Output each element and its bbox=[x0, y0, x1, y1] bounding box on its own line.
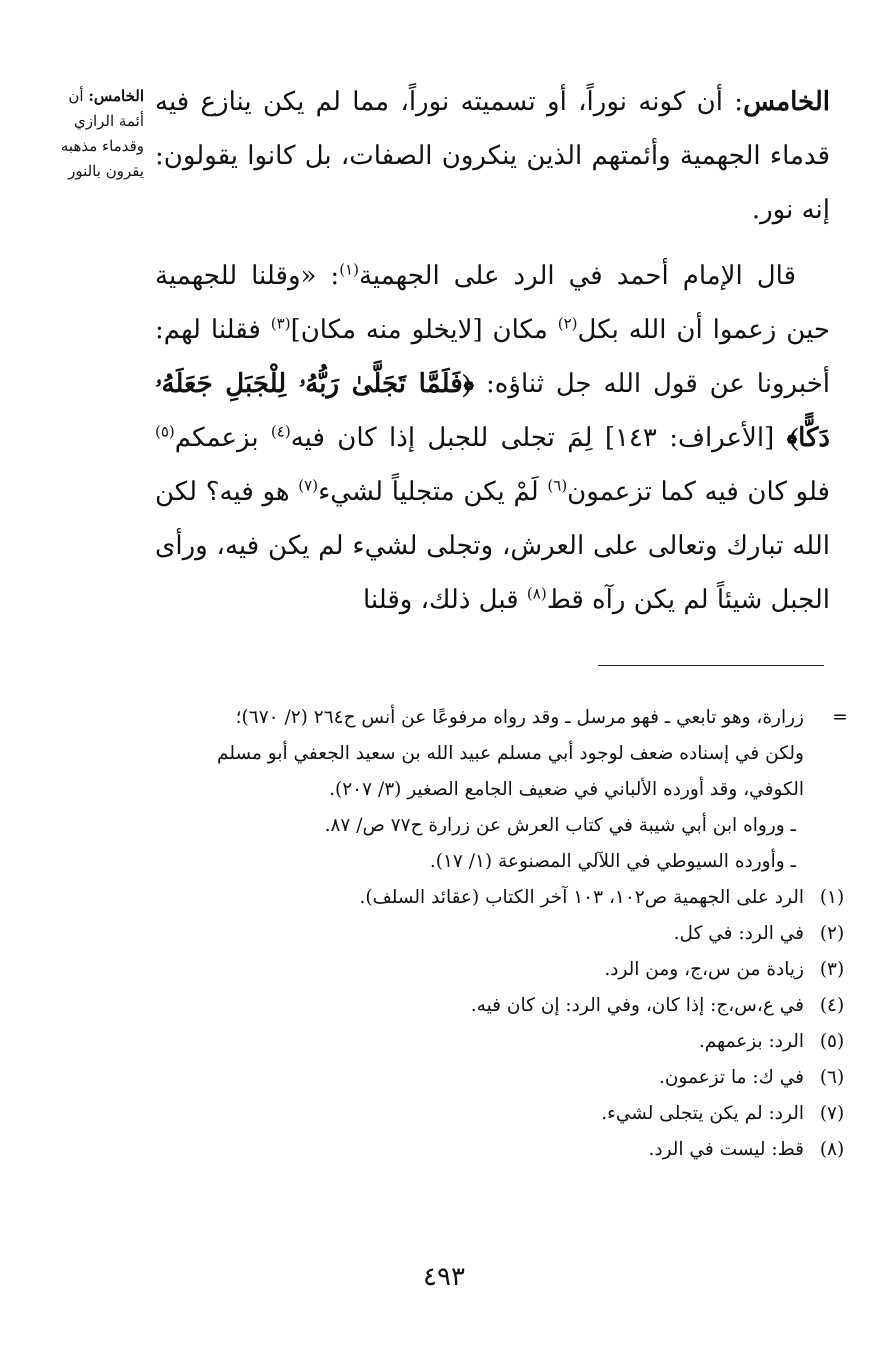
margin-note-keyword: الخامس: bbox=[88, 87, 144, 105]
footnote-item bbox=[160, 1096, 860, 1132]
paragraph-text: فلو كان فيه كما تزعمون bbox=[567, 477, 830, 507]
paragraph-fifth bbox=[155, 75, 830, 237]
paragraph-lead: الخامس bbox=[743, 87, 830, 117]
quran-verse: ﴿فَلَمَّا تَجَلَّىٰ رَبُّهُۥ لِلْجَبَلِ جَعَلَهُۥ دَكًّا﴾ bbox=[155, 369, 830, 453]
footnote-ref-7[interactable]: (٧) bbox=[298, 476, 319, 495]
continuation-mark: = bbox=[832, 707, 848, 728]
paragraph-text: فقلنا لهم: أخبرونا عن قول الله جل ثناؤه: bbox=[155, 315, 830, 399]
paragraph-text: بزعمكم bbox=[174, 423, 271, 453]
paragraph-imam-ahmad bbox=[155, 249, 830, 627]
footnote-text: الرد على الجهمية ص١٠٢، ١٠٣ آخر الكتاب (عقائد السلف). bbox=[359, 887, 804, 908]
footnote-sub-line: ـ ورواه ابن أبي شيبة في كتاب العرش عن زرارة ح٧٧ ص/ ٨٧. bbox=[324, 815, 796, 836]
footnote-continuation bbox=[160, 700, 804, 880]
paragraph-text: قال الإمام أحمد في الرد على الجهمية bbox=[358, 261, 796, 291]
margin-note-line: أن bbox=[68, 87, 84, 105]
footnote-sub-line: ـ وأورده السيوطي في اللآلي المصنوعة (١/ ١٧). bbox=[429, 851, 796, 872]
footnote-item bbox=[160, 952, 860, 988]
footnote-ref-8[interactable]: (٨) bbox=[526, 584, 547, 603]
paragraph-text: هو فيه؟ لكن الله تبارك وتعالى على العرش، وتجلى لشيء لم يكن فيه، ورأى الجبل شيئاً لم يكن رآه قط bbox=[155, 477, 830, 615]
footnotes bbox=[160, 700, 860, 1168]
margin-note-line: أئمة الرازي bbox=[74, 112, 144, 130]
footnote-text: في الرد: في كل. bbox=[673, 923, 804, 944]
paragraph-text: مكان [لايخلو منه مكان] bbox=[290, 315, 558, 345]
footnote-ref-6[interactable]: (٦) bbox=[547, 476, 568, 495]
footnote-text: الرد: بزعمهم. bbox=[698, 1031, 804, 1052]
footnote-ref-4[interactable]: (٤) bbox=[270, 422, 291, 441]
margin-note-line: يقرون بالنور bbox=[68, 162, 144, 180]
footnote-text: زيادة من س،ج، ومن الرد. bbox=[604, 959, 804, 980]
page-number: ٤٩٣ bbox=[423, 1262, 465, 1292]
footnote-separator bbox=[598, 665, 824, 666]
paragraph-text: : أن كونه نوراً، أو تسميته نوراً، مما لم يكن ينازع فيه قدماء الجهمية وأئمتهم الذين ينكرون الصفات، بل كانوا يقولون: إنه نور. bbox=[155, 87, 830, 225]
footnote-line: الكوفي، وقد أورده الألباني في ضعيف الجامع الصغير (٣/ ٢٠٧). bbox=[329, 779, 804, 800]
footnote-item bbox=[160, 1060, 860, 1096]
footnote-text: الرد: لم يكن يتجلى لشيء. bbox=[601, 1103, 804, 1124]
footnote-text: في ع،س،ج: إذا كان، وفي الرد: إن كان فيه. bbox=[470, 995, 804, 1016]
footnote-text: قط: ليست في الرد. bbox=[648, 1139, 804, 1160]
footnote-number: (٨) bbox=[819, 1139, 845, 1160]
paragraph-text: قبل ذلك، وقلنا bbox=[362, 585, 527, 615]
footnote-number: (٢) bbox=[819, 923, 845, 944]
footnote-number: (٣) bbox=[819, 959, 845, 980]
footnote-item bbox=[160, 916, 860, 952]
footnote-item bbox=[160, 1024, 860, 1060]
footnote-number: (٦) bbox=[819, 1067, 845, 1088]
main-text bbox=[155, 75, 830, 627]
footnote-number: (١) bbox=[819, 887, 845, 908]
footnote-item bbox=[160, 1132, 860, 1168]
paragraph-text: : «وقلنا للجهمية حين زعموا أن الله بكل bbox=[155, 261, 830, 345]
footnote-ref-1[interactable]: (١) bbox=[339, 260, 359, 279]
footnote-line: زرارة، وهو تابعي ـ فهو مرسل ـ وقد رواه مرفوعًا عن أنس ح٢٦٤ (٢/ ٦٧٠)؛ bbox=[235, 707, 804, 728]
footnote-item bbox=[160, 988, 860, 1024]
paragraph-text: [الأعراف: ١٤٣] لِمَ تجلى للجبل إذا كان فيه bbox=[290, 423, 787, 453]
footnote-text: في ك: ما تزعمون. bbox=[658, 1067, 804, 1088]
footnote-ref-2[interactable]: (٢) bbox=[557, 314, 578, 333]
margin-note bbox=[34, 84, 144, 184]
margin-note-line: وقدماء مذهبه bbox=[60, 137, 144, 155]
footnote-number: (٥) bbox=[819, 1031, 845, 1052]
footnote-number: (٧) bbox=[819, 1103, 845, 1124]
paragraph-text: لَمْ يكن متجلياً لشيء bbox=[318, 477, 548, 507]
footnote-item bbox=[160, 880, 860, 916]
footnote-line: ولكن في إسناده ضعف لوجود أبي مسلم عبيد الله بن سعيد الجعفي أبو مسلم bbox=[217, 743, 804, 764]
footnote-ref-3[interactable]: (٣) bbox=[270, 314, 291, 333]
footnote-number: (٤) bbox=[819, 995, 845, 1016]
footnote-ref-5[interactable]: (٥) bbox=[155, 422, 175, 441]
